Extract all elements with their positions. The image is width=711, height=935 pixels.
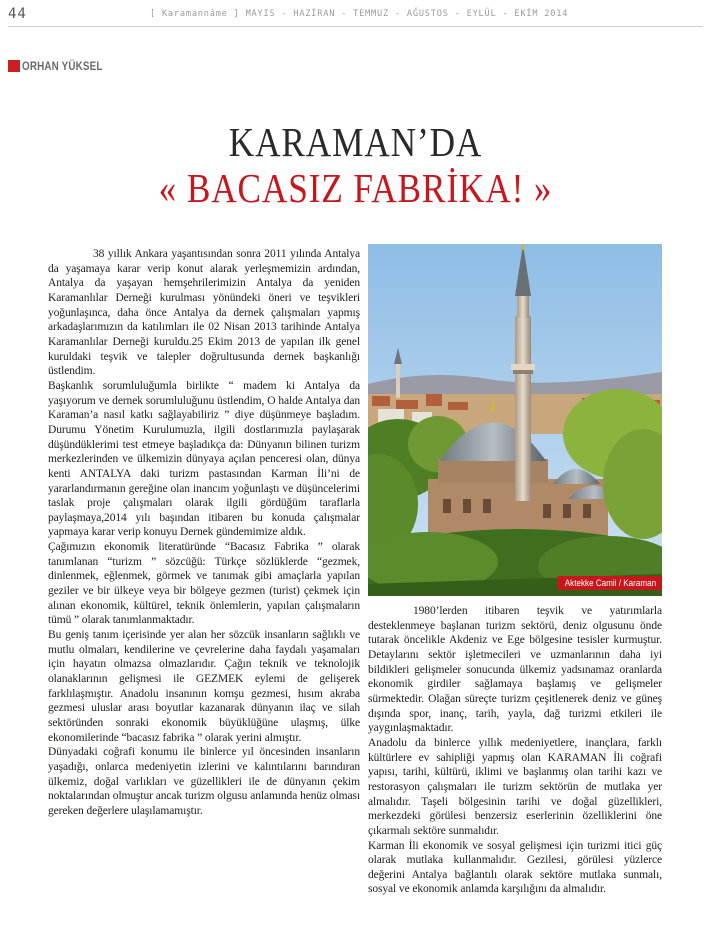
paragraph: Anadolu da binlerce yıllık medeniyetlere, inançlara, farklı kültürlere ev sahipliği yapmış olan KARAMAN İli coğrafi yapısı, tarihi, kültürü, iklimi ve başlanmış olan tarihi kazı ve restorasyon çalışmaları ile turizm sektörün de mutlaka yer almalıdır. Taşeli bölgesinin tarihi ve doğal güzellikleri, merkezdeki görülesi benzersiz eserlerinin özelliklerini öne çıkarmalı sektöre sunmalıdır. <box>368 736 662 837</box>
header-divider <box>8 26 703 27</box>
article-title-line2: « BACASIZ FABRİKA! » <box>158 165 553 211</box>
photo-caption: Aktekke Camii / Karaman <box>558 576 662 590</box>
paragraph: Çağımızın ekonomik literatüründe “Bacasız Fabrika ” olarak tanımlanan “turizm ” sözcüğü: Türkçe sözlüklerde “gezmek, dinlenmek, eğlenmek, görmek ve tanımak gibi amaçlarla yapılan geziler ve bir ülkeye veya bir bölgeye gezmen (turist) çekmek için alınan ekonomik, kültürel, teknik önlemlerin, yapılan çalışmaların tümü ” olarak tanımlanmaktadır. <box>48 541 360 627</box>
paragraph: Bu geniş tanım içerisinde yer alan her sözcük insanların sağlıklı ve mutlu olmaları, kendilerine ve çevrelerine daha faydalı yaşamaları için hayatın olmazsa olmazlarıdır. Çağın teknik ve teknolojik olanaklarının gelişmesi ile GEZMEK eylemi de gelişerek farklılaşmıştır. Anadolu insanının komşu gezmesi, hısım akraba gezmesi uluslar arası boyutlar kazanarak dünyanın ilaç ve silah sektöründen sonraki ekonomik büyüklüğüne ulaşmış, ülke ekonomilerinde “bacasız fabrika ” olarak yerini almıştır. <box>48 629 360 744</box>
author-byline <box>8 60 120 72</box>
body-column-right <box>368 604 662 897</box>
paragraph: Dünyadaki coğrafi konumu ile binlerce yıl öncesinden insanların yaşadığı, onlarca medeniyetin izlerini ve kalıntılarını barındıran ülkemiz, doğal varlıkları ve güzellikleri ile de dünyanın çekim noktalarından olmuştur ancak turizm olgusu anlamında henüz olması gereken değerlere ulaşılamamıştır. <box>48 746 360 817</box>
page-number: 44 <box>8 6 27 22</box>
running-header: [ Karamannâme ] MAYIS - HAZİRAN - TEMMUZ - AĞUSTOS - EYLÜL - EKİM 2014 <box>150 9 569 19</box>
paragraph: Başkanlık sorumluluğumla birlikte “ madem ki Antalya da yaşıyorum ve dernek sorumluluğunu üstlendim, O halde Antalya dan Karaman’a nasıl katkı sağlayabiliriz ” diye düşünmeye başladım. Durumu Yönetim Kurulumuzla, ilgili dostlarımızla paylaşarak düşündüklerimi test etmeye başladıkça da: Dünyanın bilinen turizm merkezlerinden ve ülkemizin dünyaya açılan penceresi olan, dünya kenti ANTALYA daki turizm pastasından Karman İli’ni de yararlandırmanın gereğine olan inancım yoğunlaştı ve düşüncelerimi taslak proje çalışmaları olarak ilgili gördüğüm taraflarla paylaşmaya,2014 yılı başından itibaren bu konuda çalışmalar yapmaya karar verip konuyu Dernek gündemimize aldık. <box>48 379 360 539</box>
mosque-illustration <box>368 244 662 596</box>
author-marker <box>8 60 20 72</box>
mosque-photo <box>368 244 662 596</box>
body-column-left <box>48 247 360 819</box>
paragraph: 38 yıllık Ankara yaşantısından sonra 2011 yılında Antalya da yaşamaya karar verip konut alarak yerleşmemizin ardından, Antalya da yaşayan hemşehrilerimizin Antalya da yeniden Karamanlılar Derneği kurulması yönündeki öneri ve teşvikleri yoğunlaşınca, daha önce Antalya da dernek çalışmaları yapmış arkadaşlarımızın da katılımları ile 02 Nisan 2013 tarihinde Antalya Karamanlılar Derneği kuruldu.25 Ekim 2013 de yapılan ilk genel kuruldaki teşvik ve talepler doğrultusunda dernek başkanlığı üstlendim. <box>48 248 360 378</box>
author-name: ORHAN YÜKSEL <box>22 59 103 73</box>
paragraph: Karman İli ekonomik ve sosyal gelişmesi için turizmi itici güç olarak mutlaka kullanmalıdır. Gezilesi, görülesi yüzlerce değerini Antalya bağlantılı olarak sektöre mutlaka sunmalı, sosyal ve ekonomik anlamda karşılığını da almalıdır. <box>368 839 662 896</box>
paragraph: 1980’lerden itibaren teşvik ve yatırımlarla desteklenmeye başlanan turizm sektörü, deniz olgusunu önde tutarak öncelikle Akdeniz ve Ege bölgesine tesisler kurmuştur. Detaylarını sektör işletmecileri ve uzmanlarının daha iyi bildikleri gelişmeler sonucunda ülkemiz yadsınamaz oranlarda ekonomik girdiler sağlamaya başlamış ve gelişmeler sürmektedir. Olağan süreçte turizm çeşitlenerek deniz ve güneş dışında spor, inanç, tarih, yayla, dağ turizmi etkileri ile yaygınlaşmaktadır. <box>368 605 662 735</box>
article-title-line1: KARAMAN’DA <box>228 119 483 165</box>
